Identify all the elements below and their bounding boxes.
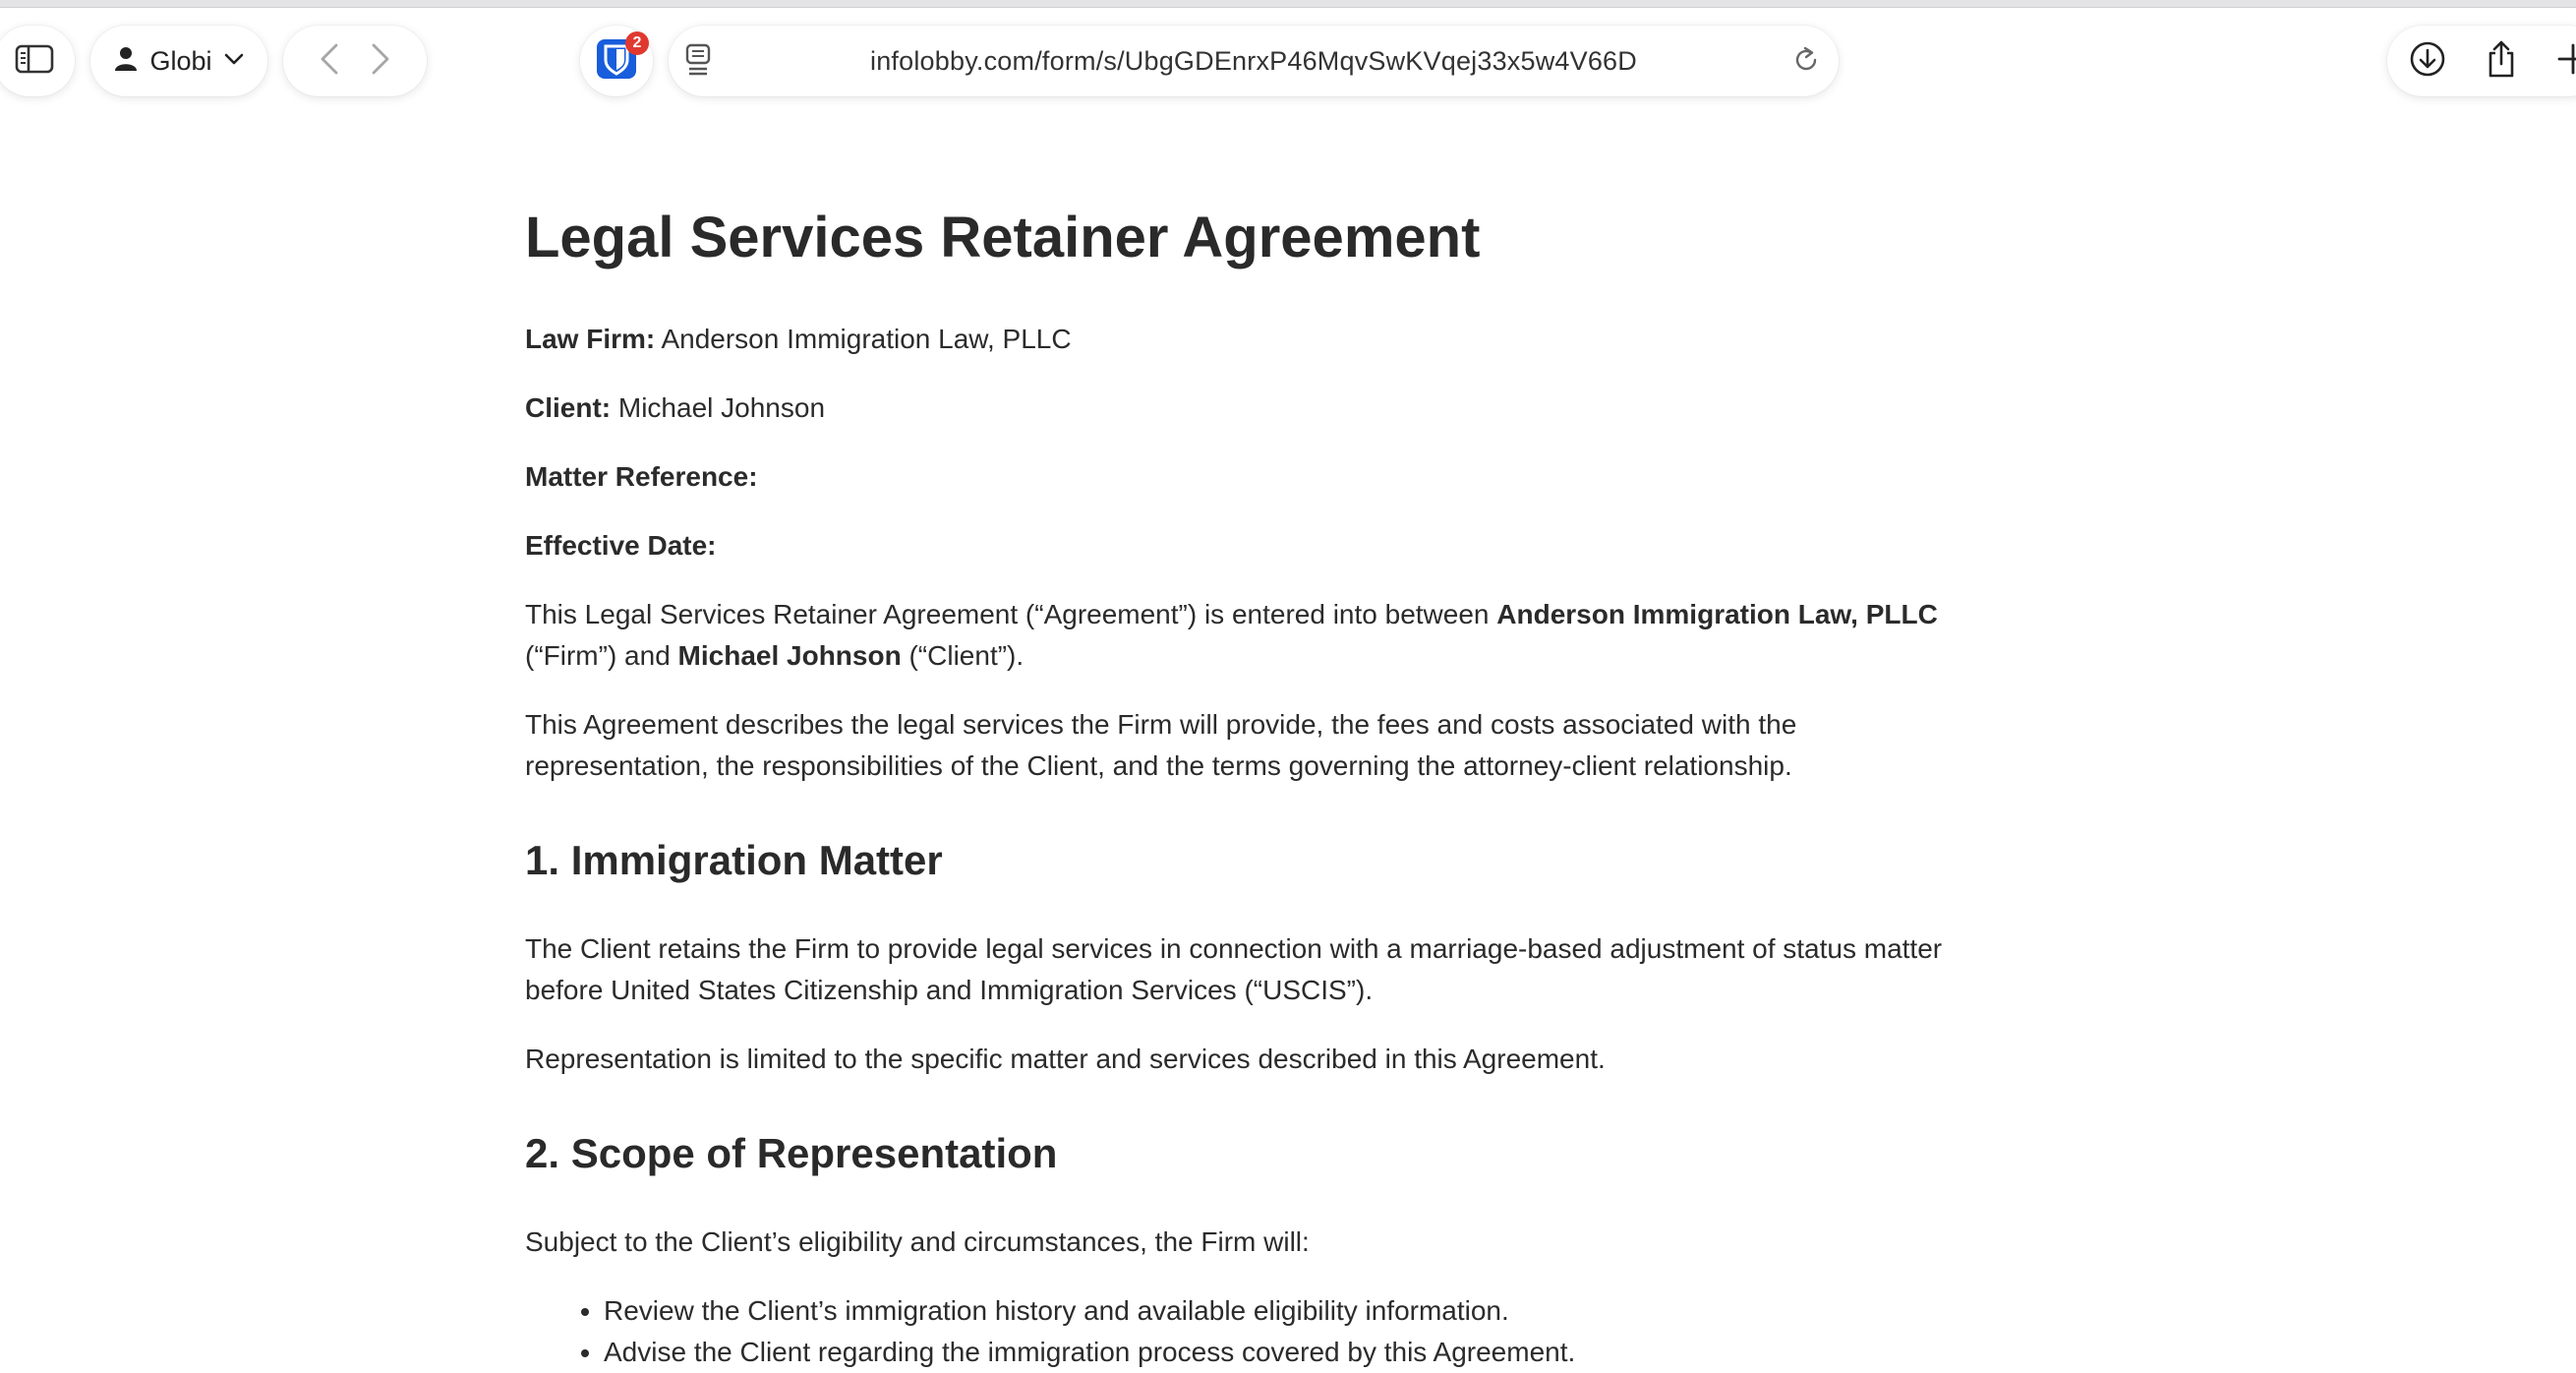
intro-client-name: Michael Johnson bbox=[677, 640, 902, 671]
field-value: Michael Johnson bbox=[617, 392, 826, 423]
intro-middle: (“Firm”) and bbox=[525, 640, 678, 671]
url-text: infolobby.com/form/s/UbgGDEnrxP46MqvSwKVqej33x5w4V66D bbox=[870, 45, 1637, 76]
download-icon bbox=[2409, 65, 2446, 82]
scope-list bbox=[525, 1290, 1961, 1373]
chevron-right-icon bbox=[370, 63, 391, 80]
section-2-paragraph-1: Subject to the Client’s eligibility and circumstances, the Firm will: bbox=[525, 1226, 1310, 1257]
section-heading-scope-of-representation: 2. Scope of Representation bbox=[525, 1130, 1058, 1176]
field-label: Effective Date: bbox=[525, 530, 717, 561]
new-tab-button[interactable] bbox=[2556, 42, 2576, 81]
page-title: Legal Services Retainer Agreement bbox=[525, 206, 1481, 269]
intro-paragraph-2: This Agreement describes the legal services the Firm will provide, the fees and costs associated with the representation, the responsibilities of the Client, and the terms governing the attorney-client relationship. bbox=[525, 709, 1797, 781]
profile-name: Globi bbox=[149, 45, 212, 76]
intro-firm-name: Anderson Immigration Law, PLLC bbox=[1496, 599, 1938, 629]
section-1-paragraph-2: Representation is limited to the specific matter and services described in this Agreement. bbox=[525, 1044, 1606, 1074]
chevron-down-icon bbox=[224, 52, 244, 71]
plus-icon bbox=[2556, 63, 2576, 80]
section-heading-immigration-matter: 1. Immigration Matter bbox=[525, 837, 943, 883]
intro-prefix: This Legal Services Retainer Agreement (“Agreement”) is entered into between bbox=[525, 599, 1497, 629]
list-item: • Advise the Client regarding the immigration process covered by this Agreement. bbox=[604, 1332, 1961, 1373]
intro-suffix: (“Client”). bbox=[901, 640, 1025, 671]
field-client bbox=[525, 388, 1961, 429]
field-effective-date bbox=[525, 525, 1961, 567]
intro-paragraph bbox=[525, 594, 1961, 677]
section-1-paragraph-1: The Client retains the Firm to provide legal services in connection with a marriage-based adjustment of status matter before United States Citizenship and Immigration Services (“USCIS”). bbox=[525, 933, 1943, 1005]
address-bar[interactable] bbox=[669, 26, 1839, 96]
sidebar-toggle-button[interactable] bbox=[0, 26, 75, 96]
document-body bbox=[525, 197, 1961, 1373]
downloads-button[interactable] bbox=[2409, 40, 2446, 83]
chevron-left-icon bbox=[319, 63, 340, 80]
tab-strip-edge bbox=[0, 0, 2576, 8]
reload-icon[interactable] bbox=[1791, 45, 1821, 80]
bitwarden-extension-button[interactable] bbox=[580, 26, 653, 96]
share-icon bbox=[2486, 66, 2517, 83]
sidebar-icon bbox=[15, 44, 54, 79]
field-value: Anderson Immigration Law, PLLC bbox=[661, 324, 1072, 354]
browser-toolbar bbox=[0, 8, 2576, 118]
forward-button[interactable] bbox=[370, 42, 391, 81]
toolbar-actions bbox=[2387, 26, 2576, 96]
share-button[interactable] bbox=[2486, 39, 2517, 84]
field-label: Law Firm: bbox=[525, 324, 656, 354]
extension-badge: 2 bbox=[625, 31, 649, 55]
field-label: Matter Reference: bbox=[525, 461, 758, 492]
field-label: Client: bbox=[525, 392, 612, 423]
field-law-firm bbox=[525, 319, 1961, 360]
navigation-buttons bbox=[283, 26, 427, 96]
list-item: • Review the Client’s immigration history and available eligibility information. bbox=[604, 1290, 1961, 1332]
profile-switcher-button[interactable] bbox=[90, 26, 267, 96]
person-icon bbox=[114, 46, 138, 77]
back-button[interactable] bbox=[319, 42, 340, 81]
field-matter-reference bbox=[525, 456, 1961, 498]
